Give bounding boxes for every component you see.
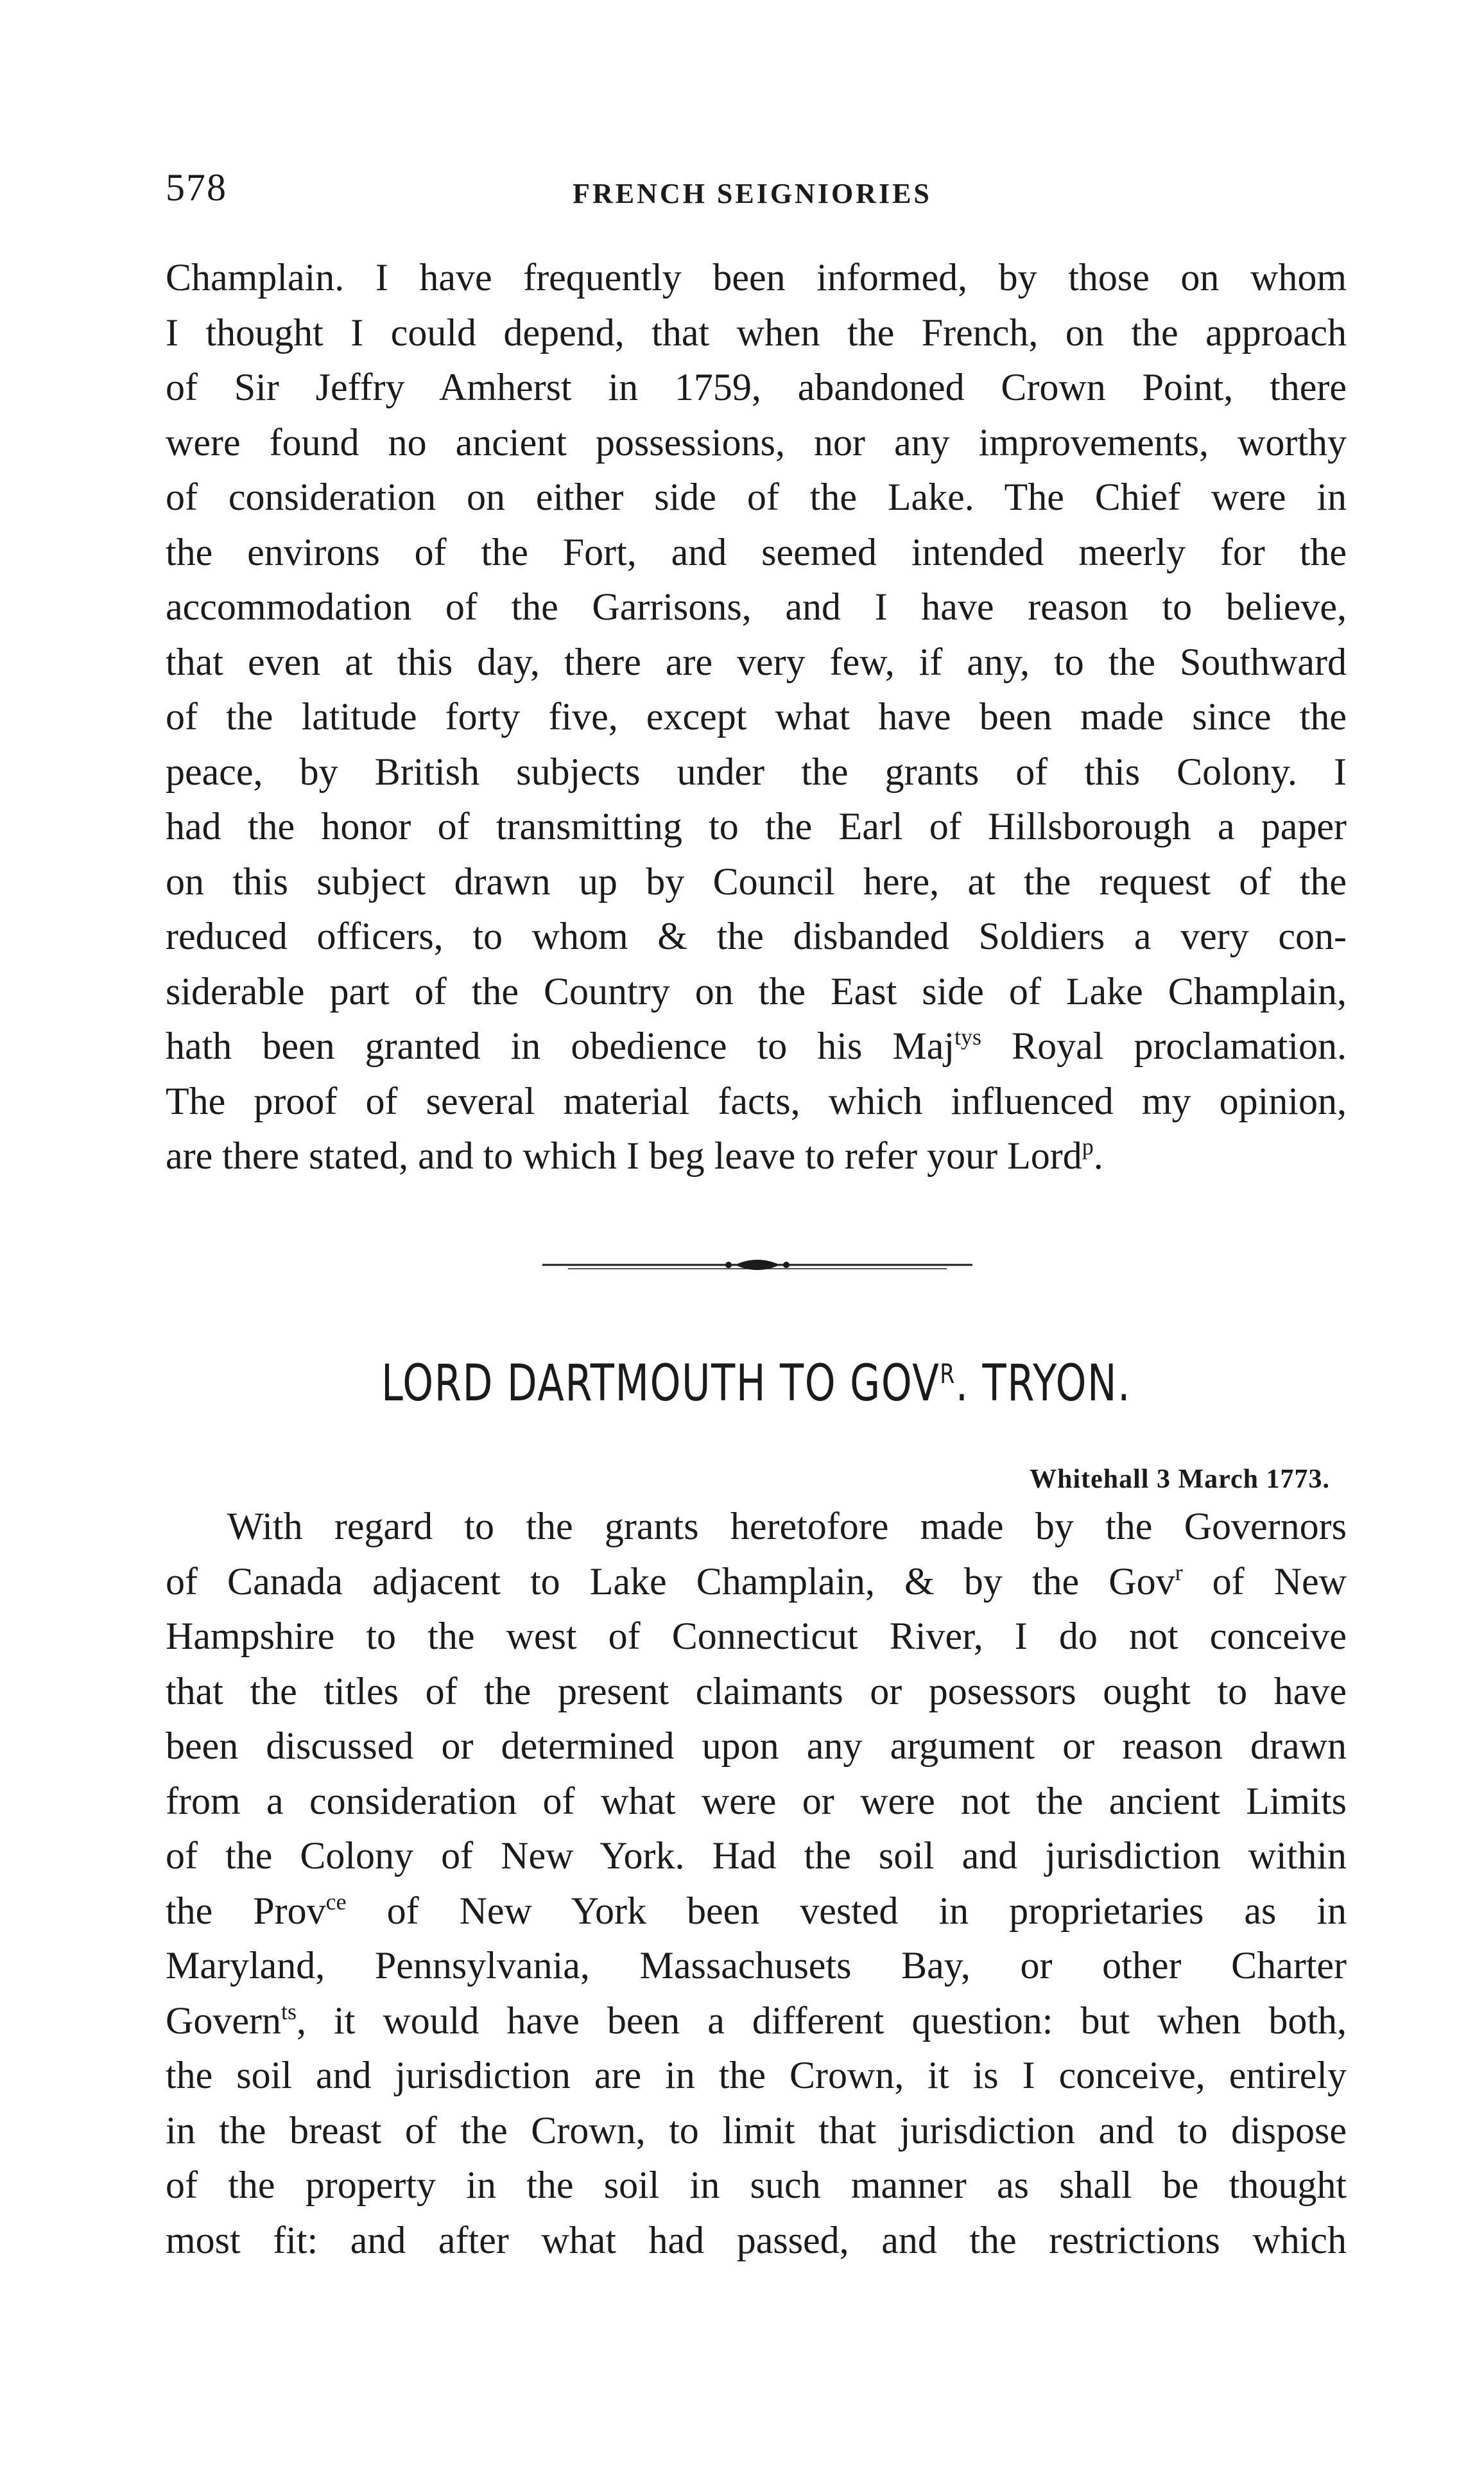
- text-segment: hath been granted in obedience to his Maj: [166, 1025, 955, 1067]
- text-line: of the Colony of New York. Had the soil and jurisdiction within: [166, 1834, 1347, 1877]
- letter-heading: [295, 1355, 1216, 1413]
- text-line: that even at this day, there are very few, if any, to the Southward: [166, 640, 1347, 683]
- superscript-abbreviation: tys: [954, 1024, 982, 1050]
- text-line: reduced officers, to whom & the disbanded Soldiers a very con-: [166, 915, 1347, 957]
- text-line: [166, 1129, 1347, 1184]
- text-segment: are there stated, and to which I beg leave to refer your Lord: [166, 1135, 1082, 1177]
- heading-text: . TRYON.: [955, 1355, 1131, 1413]
- text-line: The proof of several material facts, which influenced my opinion,: [166, 1079, 1347, 1122]
- text-line: [166, 1554, 1347, 1610]
- superscript-abbreviation: r: [1175, 1559, 1183, 1585]
- text-segment: of New: [1182, 1560, 1347, 1603]
- text-segment: , it would have been a different question: but when both,: [296, 1999, 1347, 2042]
- superscript-abbreviation: p: [1082, 1134, 1094, 1160]
- text-segment: of New York been vested in proprietaries as in: [346, 1889, 1347, 1932]
- letter-body: [166, 1499, 1347, 2268]
- text-line: of the latitude forty five, except what have been made since the: [166, 695, 1347, 738]
- text-line: Maryland, Pennsylvania, Massachusets Bay, or other Charter: [166, 1944, 1347, 1987]
- running-head: [166, 166, 1339, 217]
- letter-text-continued: [166, 250, 1347, 1184]
- running-title: FRENCH SEIGNIORIES: [573, 178, 932, 209]
- text-line: the environs of the Fort, and seemed intended meerly for the: [166, 530, 1347, 573]
- text-line: in the breast of the Crown, to limit that jurisdiction and to dispose: [166, 2109, 1347, 2152]
- text-line: most fit: and after what had passed, and the restrictions which: [166, 2218, 1347, 2261]
- heading-text: LORD DARTMOUTH TO GOV: [381, 1355, 940, 1413]
- text-line: siderable part of the Country on the East side of Lake Champlain,: [166, 970, 1347, 1013]
- text-line: from a consideration of what were or were not the ancient Limits: [166, 1779, 1347, 1822]
- text-segment: of Canada adjacent to Lake Champlain, & by the Gov: [166, 1560, 1175, 1603]
- text-line: of the property in the soil in such manner as shall be thought: [166, 2164, 1347, 2206]
- text-line: Hampshire to the west of Connecticut River, I do not conceive: [166, 1615, 1347, 1657]
- text-line: Champlain. I have frequently been informed, by those on whom: [166, 256, 1347, 299]
- text-line: been discussed or determined upon any argument or reason drawn: [166, 1725, 1347, 1767]
- text-line: [166, 1994, 1347, 2049]
- text-line: had the honor of transmitting to the Earl of Hillsborough a paper: [166, 805, 1347, 848]
- text-line: of consideration on either side of the Lake. The Chief were in: [166, 476, 1347, 518]
- dateline: Whitehall 3 March 1773.: [1030, 1465, 1330, 1494]
- text-segment: Royal proclamation.: [981, 1025, 1347, 1067]
- text-line: were found no ancient possessions, nor any improvements, worthy: [166, 421, 1347, 464]
- text-line: of Sir Jeffry Amherst in 1759, abandoned Crown Point, there: [166, 366, 1347, 408]
- text-line: the soil and jurisdiction are in the Crown, it is I conceive, entirely: [166, 2054, 1347, 2096]
- superscript-abbreviation: ts: [280, 1998, 297, 2024]
- text-segment: Govern: [166, 1999, 281, 2042]
- superscript-abbreviation: ce: [325, 1888, 347, 1915]
- text-line: that the titles of the present claimants or posessors ought to have: [166, 1669, 1347, 1712]
- text-line: I thought I could depend, that when the French, on the approach: [166, 311, 1347, 354]
- text-line: [166, 1884, 1347, 1939]
- section-divider-ornament: [542, 1252, 972, 1278]
- text-segment: the Prov: [166, 1889, 326, 1932]
- page-number: 578: [166, 166, 227, 209]
- text-line: accommodation of the Garrisons, and I have reason to believe,: [166, 586, 1347, 628]
- text-line: With regard to the grants heretofore made by the Governors: [227, 1505, 1347, 1547]
- text-line: on this subject drawn up by Council here, at the request of the: [166, 860, 1347, 903]
- text-segment: .: [1093, 1135, 1103, 1177]
- text-line: peace, by British subjects under the grants of this Colony. I: [166, 750, 1347, 793]
- heading-superscript: R: [940, 1358, 956, 1389]
- text-line: [166, 1019, 1347, 1074]
